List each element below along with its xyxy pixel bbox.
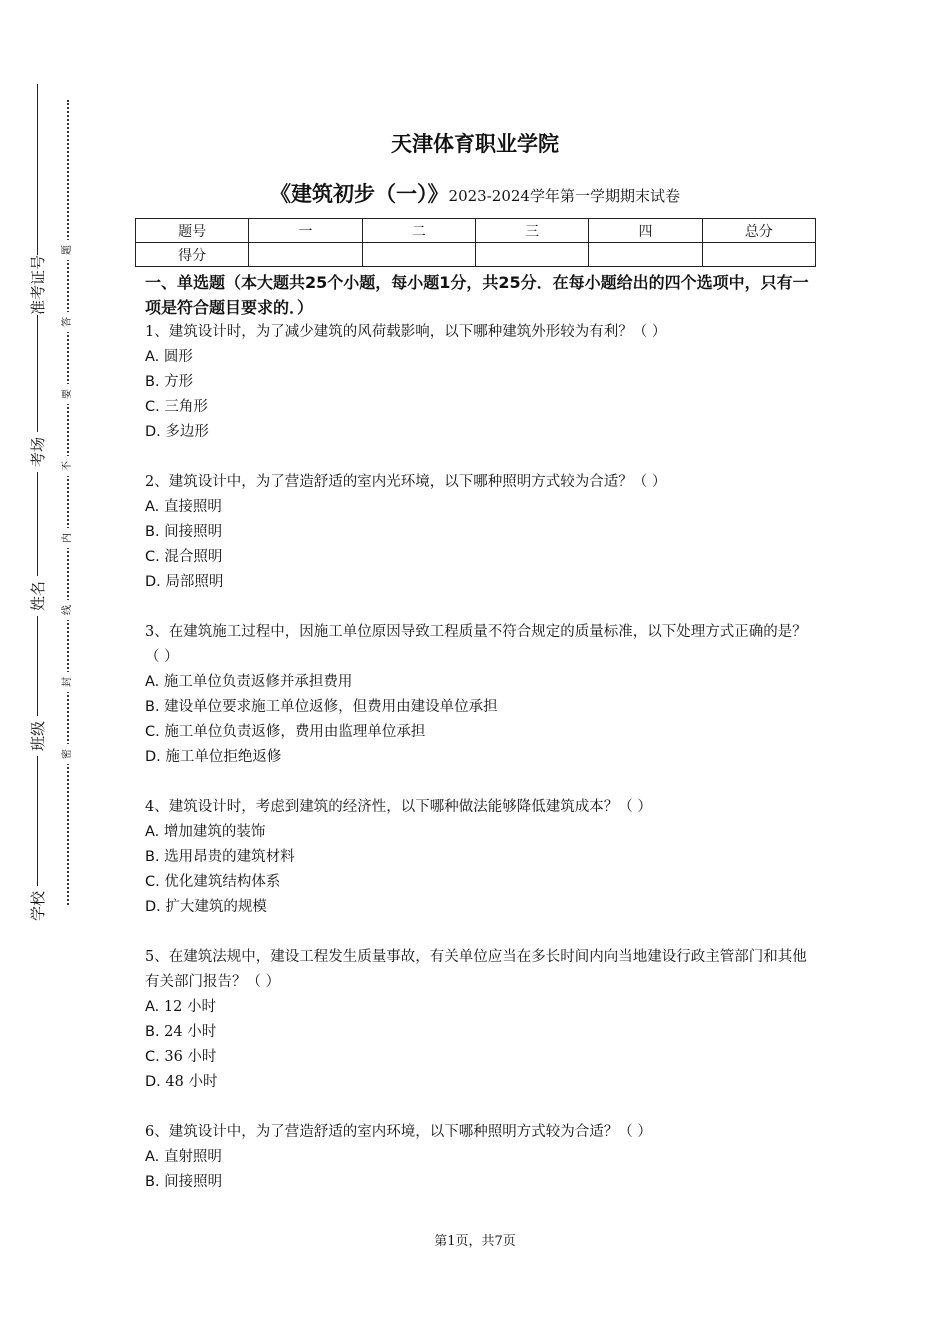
- label-exam-number: 准考证号: [18, 255, 58, 315]
- score-header-cell: 一: [249, 219, 362, 243]
- label-school: 学校: [18, 886, 58, 926]
- school-title: 天津体育职业学院: [391, 132, 559, 156]
- score-cell: [702, 243, 815, 267]
- score-cell: [475, 243, 588, 267]
- score-cell: [249, 243, 362, 267]
- option-b: B. 间接照明: [145, 1174, 223, 1190]
- option-b: B. 建设单位要求施工单位返修，但费用由建设单位承担: [145, 699, 498, 715]
- label-name: 姓名: [18, 576, 58, 616]
- exam-content: [145, 270, 815, 1195]
- option-c: C. 优化建筑结构体系: [145, 874, 281, 890]
- seal-dotted-line: [67, 100, 69, 905]
- option-a: A. 12 小时: [145, 999, 216, 1015]
- course-name: 《建筑初步（一）》: [270, 182, 449, 206]
- seal-char: 要: [58, 384, 78, 404]
- score-header-cell: 二: [362, 219, 475, 243]
- seal-char: 封: [58, 672, 78, 692]
- score-row-label: 得分: [136, 243, 249, 267]
- option-a: A. 施工单位负责返修并承担费用: [145, 674, 353, 690]
- option-c: C. 混合照明: [145, 549, 223, 565]
- question-6: [145, 1120, 815, 1195]
- question-stem: 6、建筑设计中，为了营造舒适的室内环境，以下哪种照明方式较为合适？（ ）: [145, 1124, 652, 1140]
- score-table-header-row: [136, 219, 816, 243]
- score-cell: [362, 243, 475, 267]
- option-d: D. 48 小时: [145, 1074, 218, 1090]
- option-b: B. 间接照明: [145, 524, 223, 540]
- label-exam-room: 考场: [18, 432, 58, 472]
- score-header-cell: 三: [475, 219, 588, 243]
- score-cell: [589, 243, 702, 267]
- section-heading: 一、单选题（本大题共25个小题，每小题1分，共25分．在每小题给出的四个选项中，只有一项是符合题目要求的．）: [145, 273, 809, 317]
- question-3: [145, 620, 815, 770]
- question-stem: 5、在建筑法规中，建设工程发生质量事故，有关单位应当在多长时间内向当地建设行政主管部门和其他有关部门报告？（ ）: [145, 949, 807, 990]
- question-stem: 3、在建筑施工过程中，因施工单位原因导致工程质量不符合规定的质量标准，以下处理方式正确的是？（ ）: [145, 624, 807, 665]
- option-a: A. 直接照明: [145, 499, 222, 515]
- score-table-score-row: [136, 243, 816, 267]
- binding-line: [37, 84, 38, 924]
- option-b: B. 方形: [145, 374, 194, 390]
- question-1: [145, 320, 815, 445]
- option-d: D. 局部照明: [145, 574, 224, 590]
- seal-char: 不: [58, 456, 78, 476]
- option-a: A. 圆形: [145, 349, 193, 365]
- score-header-cell: 总分: [702, 219, 815, 243]
- seal-char: 线: [58, 600, 78, 620]
- question-stem: 1、建筑设计时，为了减少建筑的风荷载影响，以下哪种建筑外形较为有利？（ ）: [145, 324, 667, 340]
- question-2: [145, 470, 815, 595]
- option-c: C. 三角形: [145, 399, 208, 415]
- term-label: 2023-2024学年第一学期期末试卷: [448, 187, 680, 205]
- score-table: [135, 218, 816, 267]
- option-d: D. 扩大建筑的规模: [145, 899, 267, 915]
- option-d: D. 多边形: [145, 424, 209, 440]
- option-c: C. 施工单位负责返修，费用由监理单位承担: [145, 724, 426, 740]
- question-4: [145, 795, 815, 920]
- seal-char: 密: [58, 744, 78, 764]
- seal-char: 内: [58, 528, 78, 548]
- question-5: [145, 945, 815, 1095]
- option-d: D. 施工单位拒绝返修: [145, 749, 282, 765]
- score-header-cell: 题号: [136, 219, 249, 243]
- score-header-cell: 四: [589, 219, 702, 243]
- question-stem: 2、建筑设计中，为了营造舒适的室内光环境，以下哪种照明方式较为合适？（ ）: [145, 474, 667, 490]
- option-b: B. 选用昂贵的建筑材料: [145, 849, 295, 865]
- label-class: 班级: [18, 716, 58, 756]
- exam-subtitle: [0, 178, 950, 208]
- option-a: A. 直射照明: [145, 1149, 222, 1165]
- seal-char: 答: [58, 312, 78, 332]
- seal-char: 题: [58, 240, 78, 260]
- page-footer: 第1页，共7页: [434, 1234, 516, 1249]
- option-c: C. 36 小时: [145, 1049, 217, 1065]
- question-stem: 4、建筑设计时，考虑到建筑的经济性，以下哪种做法能够降低建筑成本？（ ）: [145, 799, 652, 815]
- option-b: B. 24 小时: [145, 1024, 217, 1040]
- option-a: A. 增加建筑的装饰: [145, 824, 266, 840]
